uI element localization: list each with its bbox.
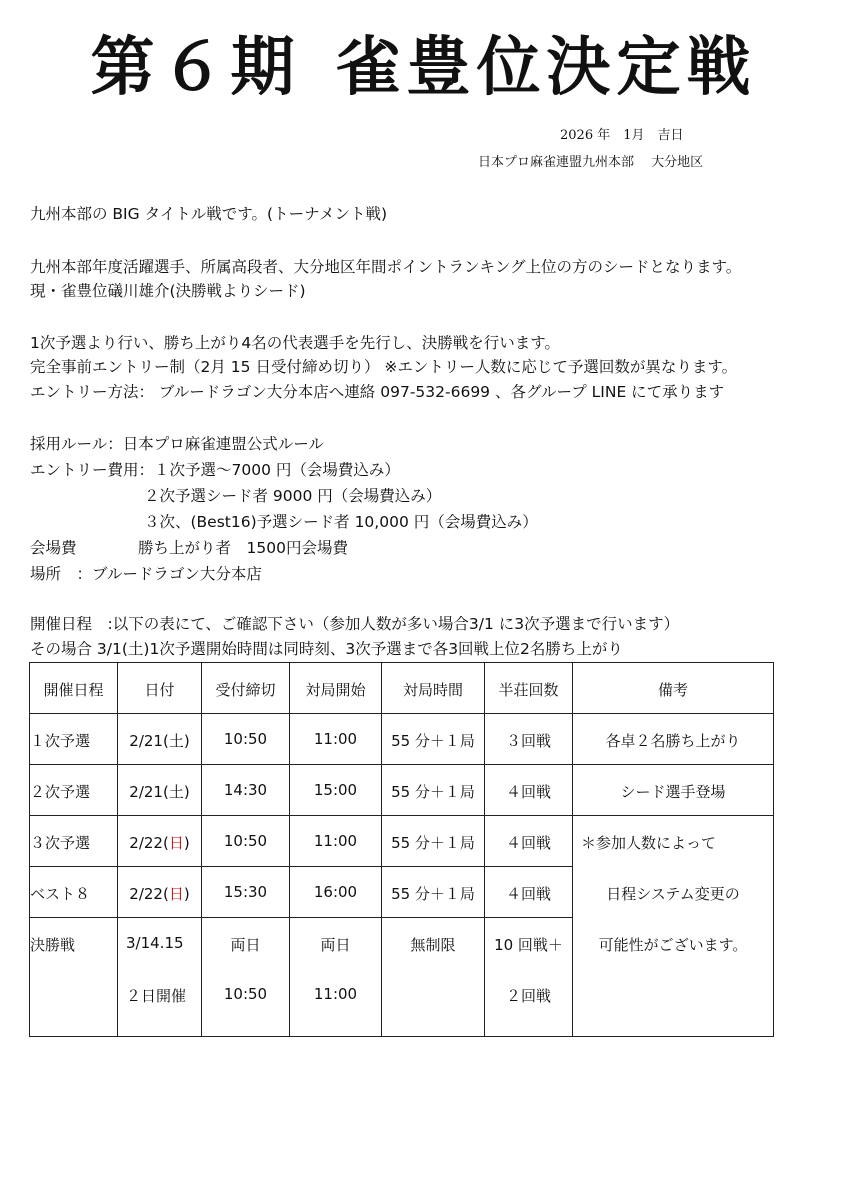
champion-seed-text: 現・雀豊位礒川雄介(決勝戦よりシード) bbox=[30, 282, 306, 300]
stage-cell: 決勝戦 bbox=[30, 936, 76, 954]
fee-line-2: ２次予選シード者 9000 円（会場費込み） bbox=[144, 487, 442, 505]
deadline-cell: 10:50 bbox=[223, 832, 268, 850]
venue-fee-value: 勝ち上がり者 1500円会場費 bbox=[138, 539, 348, 557]
title-event: 雀豊位決定戦 bbox=[336, 30, 757, 105]
entry-method-text: エントリー方法： ブルードラゴン大分本店へ連絡 097-532-6699 、各グループ LINE にて承ります bbox=[30, 383, 725, 401]
table-row bbox=[30, 765, 774, 816]
header-deadline: 受付締切 bbox=[215, 681, 276, 699]
schedule-note-2: その場合 3/1(土)1次予選開始時間は同時刻、3次予選まで各3回戦上位2名勝ち上がり bbox=[30, 640, 623, 658]
header-duration: 対局時間 bbox=[402, 681, 463, 699]
stage-cell: ベスト８ bbox=[30, 885, 91, 903]
note-line: 可能性がございます。 bbox=[598, 936, 748, 954]
schedule-table bbox=[29, 662, 774, 1037]
issue-date: 2026 年 1月 吉日 bbox=[560, 128, 684, 143]
entry-system-text: 完全事前エントリー制（2月 15 日受付締め切り） ※エントリー人数に応じて予選回数が異なります。 bbox=[30, 358, 738, 376]
stage-cell: ３次予選 bbox=[30, 834, 91, 852]
date-cell: 2/21(土) bbox=[129, 783, 190, 801]
duration-cell: 無制限 bbox=[410, 936, 456, 954]
schedule-note-1: 開催日程 :以下の表にて、ご確認下さい（参加人数が多い場合3/1 に3次予選まで行います） bbox=[30, 615, 680, 633]
organizer: 日本プロ麻雀連盟九州本部 大分地区 bbox=[478, 155, 704, 170]
seed-text: 九州本部年度活躍選手、所属高段者、大分地区年間ポイントランキング上位の方のシードとなります。 bbox=[30, 258, 742, 276]
duration-cell: 55 分＋１局 bbox=[391, 885, 475, 903]
sunday-mark: 日 bbox=[168, 885, 184, 903]
duration-cell: 55 分＋１局 bbox=[391, 783, 475, 801]
date-cell: 2/22(日) bbox=[129, 834, 190, 852]
header-start: 対局開始 bbox=[305, 681, 366, 699]
start-cell: 16:00 bbox=[313, 883, 358, 901]
duration-cell: 55 分＋１局 bbox=[391, 732, 475, 750]
title-period: 第６期 bbox=[90, 30, 301, 105]
table-row bbox=[30, 816, 774, 867]
note-line: 日程システム変更の bbox=[606, 885, 740, 903]
deadline-cell: 14:30 bbox=[223, 781, 268, 799]
header-date: 日付 bbox=[144, 681, 175, 699]
note-line: ＊参加人数によって bbox=[581, 834, 717, 852]
place-text: 場所 ：ブルードラゴン大分本店 bbox=[30, 565, 262, 583]
stage-cell: ２次予選 bbox=[30, 783, 91, 801]
table-header-row bbox=[30, 663, 774, 714]
start-cell: 11:00 bbox=[313, 730, 358, 748]
page-title bbox=[0, 28, 847, 108]
note-cell: 各卓２名勝ち上がり bbox=[605, 732, 741, 750]
games-cell: ４回戦 bbox=[505, 885, 551, 903]
format-text: 1次予選より行い、勝ち上がり4名の代表選手を先行し、決勝戦を行います。 bbox=[30, 334, 560, 352]
stage-cell: １次予選 bbox=[30, 732, 91, 750]
fee-line-3: ３次、(Best16)予選シード者 10,000 円（会場費込み） bbox=[144, 513, 538, 531]
rules-text: 採用ルール：日本プロ麻雀連盟公式ルール bbox=[30, 435, 324, 453]
start-cell: 両日 11:00 bbox=[313, 936, 358, 1003]
note-cell: シード選手登場 bbox=[620, 783, 726, 801]
games-cell: 10 回戦＋ ２回戦 bbox=[494, 936, 563, 1005]
games-cell: ４回戦 bbox=[505, 783, 551, 801]
table-row bbox=[30, 714, 774, 765]
intro-text: 九州本部の BIG タイトル戦です。(トーナメント戦) bbox=[30, 205, 387, 223]
date-cell: 2/22(日) bbox=[129, 885, 190, 903]
date-cell: 2/21(土) bbox=[129, 732, 190, 750]
games-cell: ４回戦 bbox=[505, 834, 551, 852]
venue-fee-label: 会場費 bbox=[30, 539, 77, 557]
note-merged-cell bbox=[573, 816, 773, 985]
date-cell: 3/14.15 ２日開催 bbox=[126, 934, 187, 1005]
games-cell: ３回戦 bbox=[505, 732, 551, 750]
header-games: 半荘回数 bbox=[498, 681, 559, 699]
header-notes: 備考 bbox=[657, 681, 688, 699]
sunday-mark: 日 bbox=[168, 834, 184, 852]
header-stage: 開催日程 bbox=[43, 681, 104, 699]
duration-cell: 55 分＋１局 bbox=[391, 834, 475, 852]
fee-line-1: エントリー費用：１次予選～7000 円（会場費込み） bbox=[30, 461, 400, 479]
start-cell: 11:00 bbox=[313, 832, 358, 850]
deadline-cell: 10:50 bbox=[223, 730, 268, 748]
deadline-cell: 15:30 bbox=[223, 883, 268, 901]
deadline-cell: 両日 10:50 bbox=[223, 936, 268, 1003]
start-cell: 15:00 bbox=[313, 781, 358, 799]
